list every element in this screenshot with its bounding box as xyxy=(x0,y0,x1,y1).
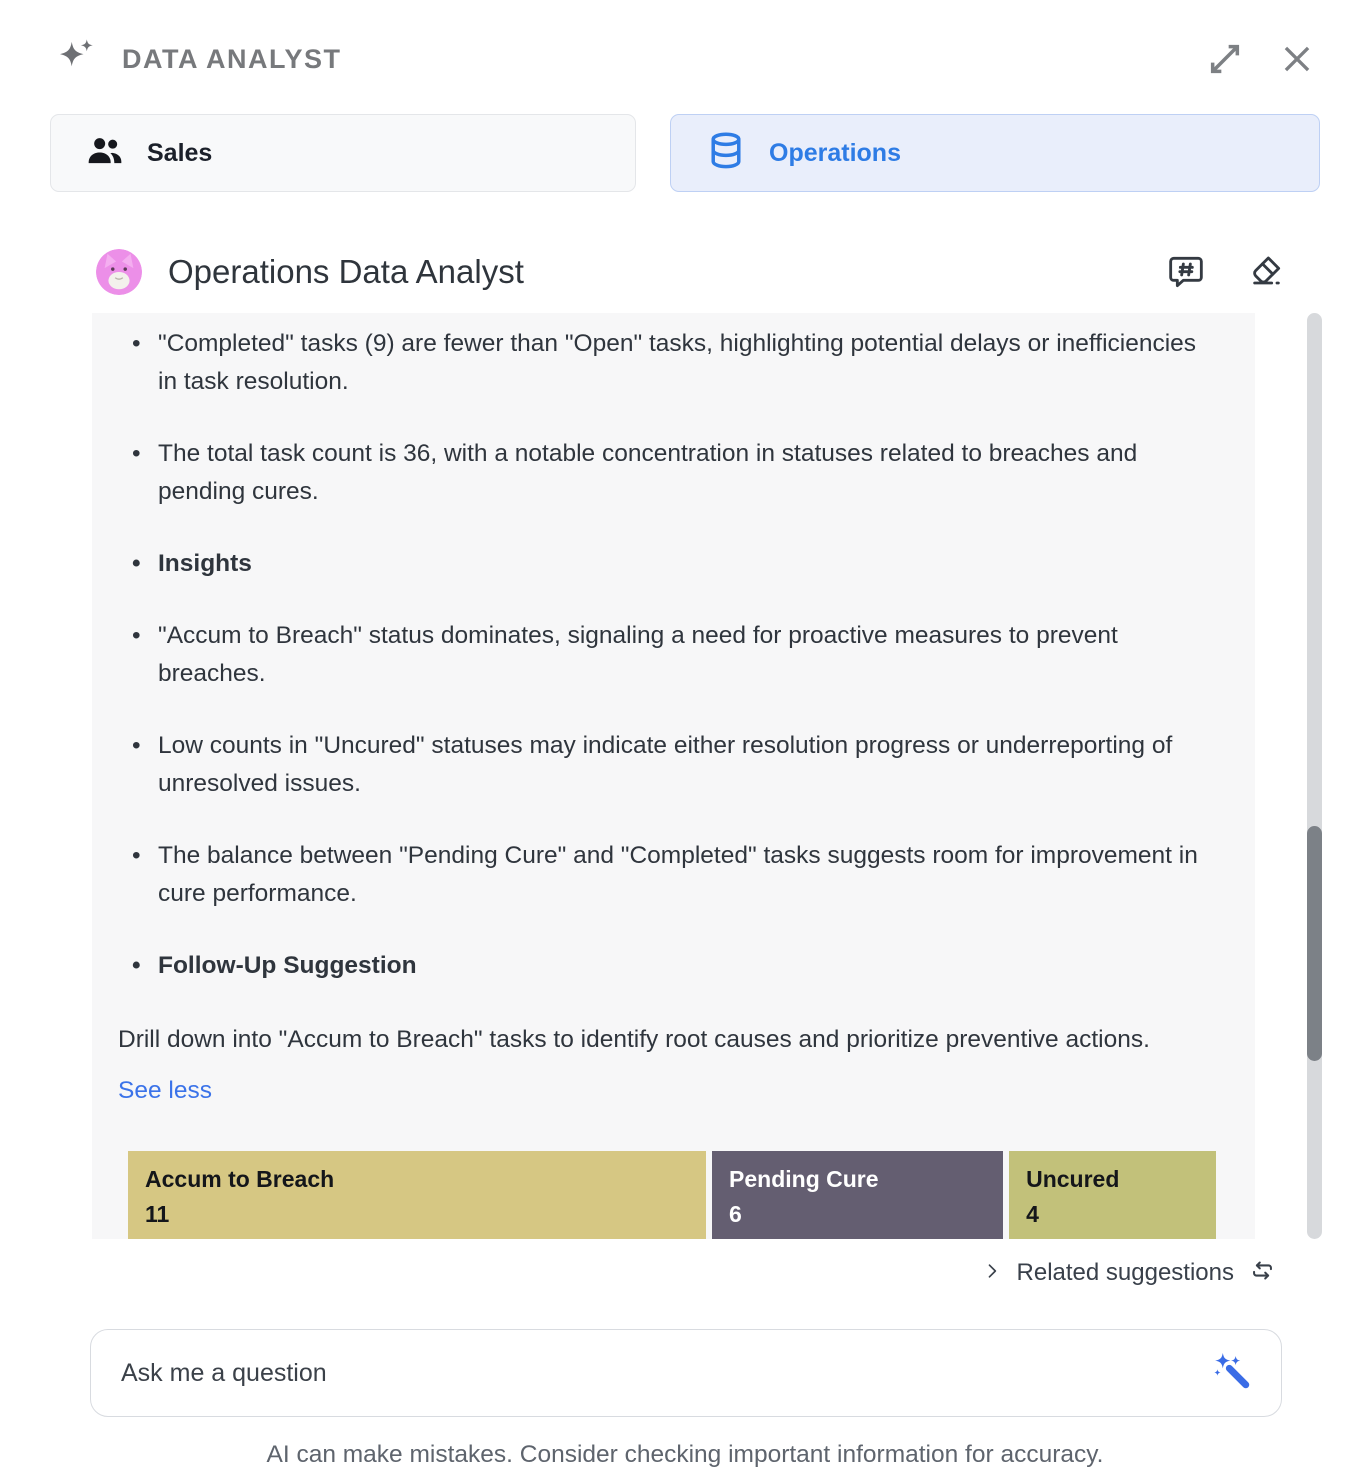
app-header xyxy=(0,0,1370,92)
treemap-cell-label: Pending Cure xyxy=(729,1166,879,1192)
treemap-cell-value: 4 xyxy=(1026,1201,1039,1227)
question-input-placeholder: Ask me a question xyxy=(121,1358,327,1387)
treemap-cell-accum-to-breach[interactable] xyxy=(128,1151,706,1239)
status-treemap xyxy=(128,1151,1216,1239)
scrollbar[interactable] xyxy=(1307,313,1322,1239)
expand-icon[interactable] xyxy=(1204,38,1246,80)
list-item: • The total task count is 36, with a notable concentration in statuses related to breaches and pending cures. xyxy=(118,435,1205,511)
tab-sales[interactable] xyxy=(50,114,636,192)
question-input[interactable] xyxy=(90,1329,1282,1417)
people-icon xyxy=(85,131,125,176)
assistant-avatar xyxy=(96,249,142,295)
treemap-cell-label: Uncured xyxy=(1026,1166,1120,1192)
list-item: • Low counts in "Uncured" statuses may indicate either resolution progress or underreporting of unresolved issues. xyxy=(118,727,1205,803)
assistant-title: Operations Data Analyst xyxy=(168,253,524,290)
list-item: • "Completed" tasks (9) are fewer than "Open" tasks, highlighting potential delays or inefficiencies in task resolution. xyxy=(118,325,1205,401)
refresh-icon[interactable] xyxy=(1249,1257,1276,1289)
list-item: • The balance between "Pending Cure" and "Completed" tasks suggests room for improvement in cure performance. xyxy=(118,837,1205,913)
treemap-cell-value: 11 xyxy=(145,1201,170,1227)
tab-operations[interactable] xyxy=(670,114,1320,192)
see-less-link[interactable]: See less xyxy=(118,1077,212,1104)
assistant-response xyxy=(92,313,1255,1239)
sparkles-icon xyxy=(56,38,98,80)
scrollbar-thumb[interactable] xyxy=(1307,826,1322,1061)
list-item-heading: • Insights xyxy=(118,545,1205,583)
hashtag-bubble-icon[interactable] xyxy=(1166,252,1206,292)
tab-sales-label: Sales xyxy=(147,138,213,167)
chevron-right-icon xyxy=(982,1261,1002,1286)
magic-wand-icon[interactable] xyxy=(1209,1348,1255,1399)
treemap-cell-value: 6 xyxy=(729,1201,742,1227)
list-item: • "Accum to Breach" status dominates, signaling a need for proactive measures to prevent breaches. xyxy=(118,617,1205,693)
treemap-cell-uncured[interactable] xyxy=(1009,1151,1216,1239)
eraser-icon[interactable] xyxy=(1246,252,1286,292)
dataset-tabs xyxy=(50,114,1320,192)
insight-list xyxy=(118,325,1205,985)
treemap-cell-label: Accum to Breach xyxy=(145,1166,335,1192)
followup-paragraph: Drill down into "Accum to Breach" tasks to identify root causes and prioritize preventive actions. xyxy=(118,1026,1150,1053)
related-suggestions[interactable] xyxy=(0,1257,1276,1289)
close-icon[interactable] xyxy=(1276,38,1318,80)
assistant-response-region xyxy=(0,313,1370,1239)
assistant-header xyxy=(96,246,1286,298)
list-item-heading: • Follow-Up Suggestion xyxy=(118,947,1205,985)
treemap-cell-pending-cure[interactable] xyxy=(712,1151,1003,1239)
app-title: DATA ANALYST xyxy=(122,43,342,74)
ai-disclaimer: AI can make mistakes. Consider checking important information for accuracy. xyxy=(266,1441,1104,1468)
database-icon xyxy=(705,130,747,177)
related-suggestions-label: Related suggestions xyxy=(1016,1259,1234,1286)
tab-operations-label: Operations xyxy=(769,138,901,167)
